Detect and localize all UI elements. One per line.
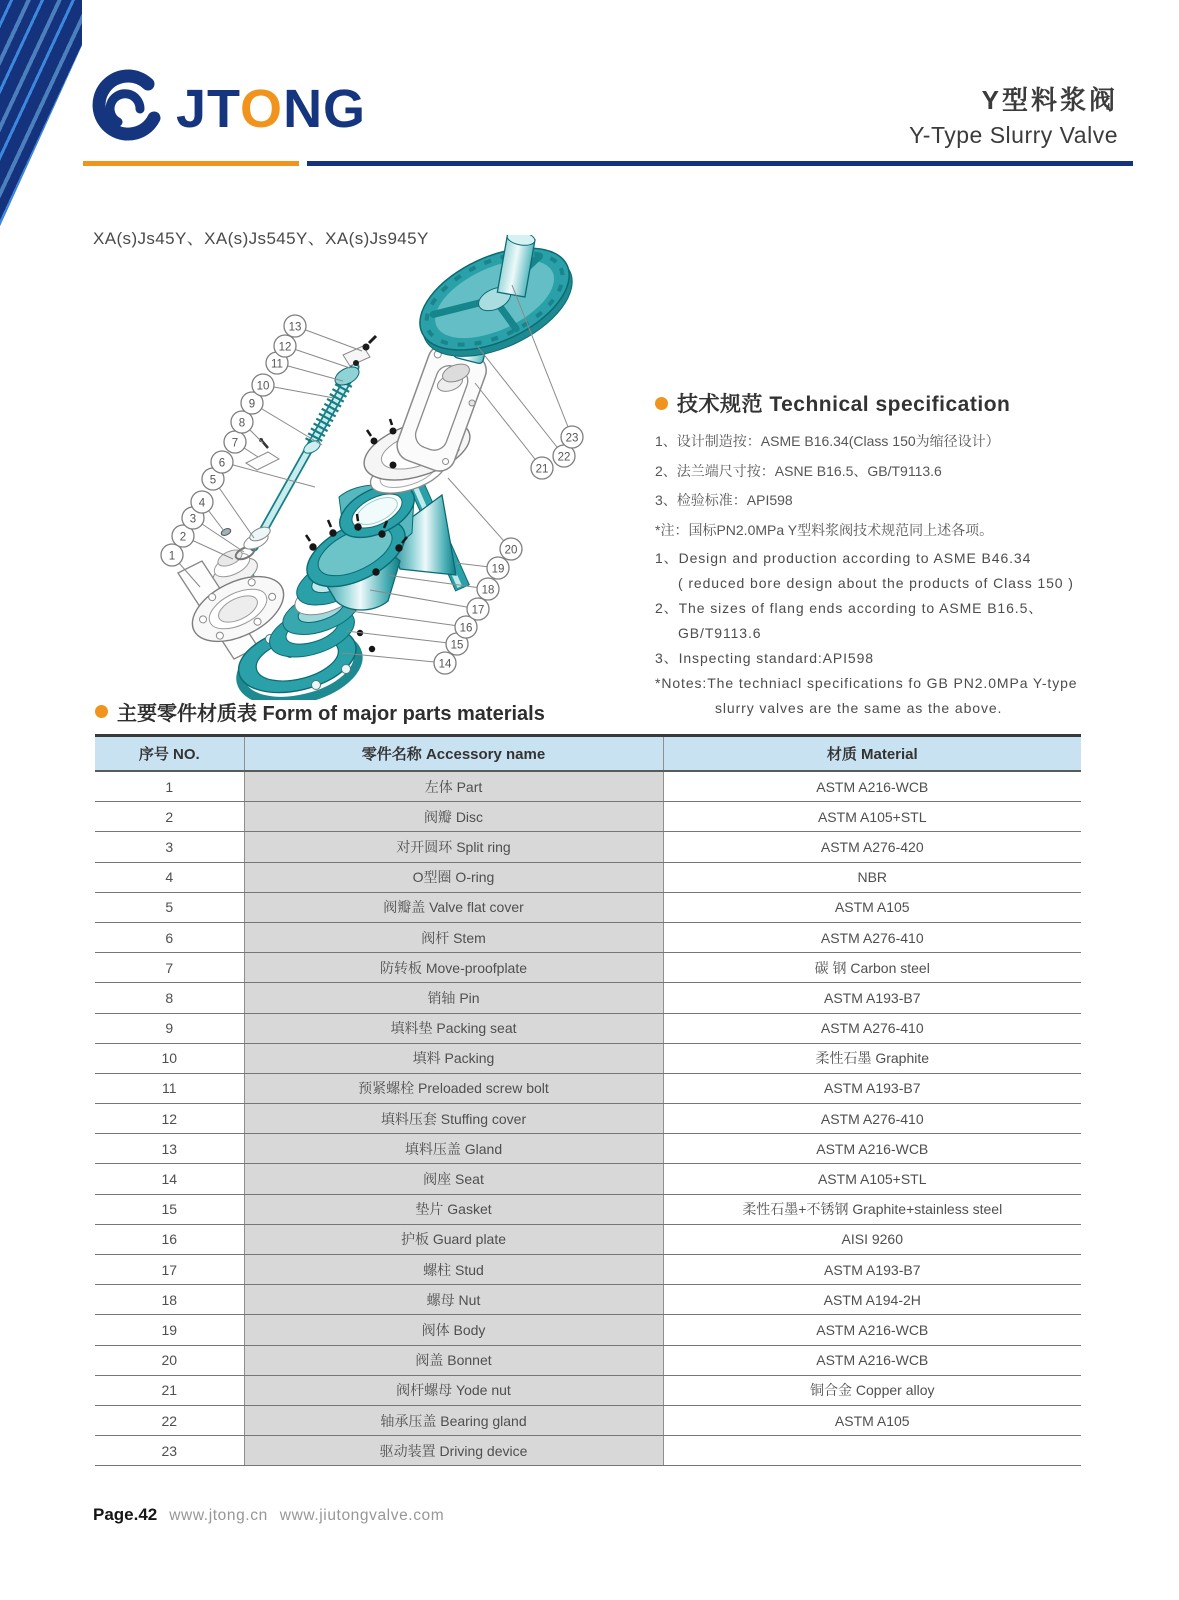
tech-spec-item-en: GB/T9113.6 xyxy=(678,625,762,641)
material-cell: 柔性石墨 Graphite xyxy=(663,1043,1081,1073)
material-cell: ASTM A105+STL xyxy=(663,802,1081,832)
callout-number: 16 xyxy=(459,622,473,635)
part-number-cell: 20 xyxy=(95,1345,244,1375)
tech-spec-item-en: 2、The sizes of flang ends according to ASME B16.5、 xyxy=(655,600,1044,616)
accessory-name-cell: 螺柱 Stud xyxy=(244,1255,663,1285)
website-url-1: www.jtong.cn xyxy=(169,1507,268,1524)
materials-heading xyxy=(95,697,1081,726)
callout-leader-line xyxy=(475,383,542,468)
part-number-cell: 13 xyxy=(95,1134,244,1164)
column-header-material: 材质 Material xyxy=(663,736,1081,772)
valve-diagram-container xyxy=(150,235,620,700)
tech-spec-item-en: ( reduced bore design about the products of Class 150 ) xyxy=(678,575,1074,591)
table-row xyxy=(95,1345,1081,1375)
table-row xyxy=(95,1436,1081,1466)
part-number-cell: 22 xyxy=(95,1405,244,1435)
callout-number: 21 xyxy=(535,463,549,476)
page-title-chinese: Y型料浆阀 xyxy=(981,85,1118,115)
material-cell: ASTM A276-410 xyxy=(663,1013,1081,1043)
tech-spec-english-list xyxy=(655,546,1115,721)
material-cell: ASTM A194-2H xyxy=(663,1285,1081,1315)
callout-leader-line xyxy=(346,631,457,644)
part-number-cell: 4 xyxy=(95,862,244,892)
callout-number: 1 xyxy=(168,550,176,563)
website-url-2: www.jiutongvalve.com xyxy=(279,1507,445,1524)
table-row xyxy=(95,1073,1081,1103)
material-cell: ASTM A105+STL xyxy=(663,1164,1081,1194)
part-number-cell: 14 xyxy=(95,1164,244,1194)
part-number-cell: 17 xyxy=(95,1255,244,1285)
material-cell: ASTM A193-B7 xyxy=(663,1073,1081,1103)
material-cell: ASTM A216-WCB xyxy=(663,1315,1081,1345)
accessory-name-cell: 左体 Part xyxy=(244,771,663,802)
materials-table xyxy=(95,734,1081,1466)
table-row xyxy=(95,802,1081,832)
table-row xyxy=(95,771,1081,802)
callout-number: 4 xyxy=(198,497,206,510)
material-cell: ASTM A193-B7 xyxy=(663,1255,1081,1285)
table-row xyxy=(95,983,1081,1013)
accessory-name-cell: 阀瓣盖 Valve flat cover xyxy=(244,892,663,922)
callout-number: 13 xyxy=(288,321,302,334)
table-row xyxy=(95,1285,1081,1315)
part-number-cell: 2 xyxy=(95,802,244,832)
table-row xyxy=(95,1134,1081,1164)
part-number-cell: 12 xyxy=(95,1104,244,1134)
part-number-cell: 1 xyxy=(95,771,244,802)
accessory-name-cell: 螺母 Nut xyxy=(244,1285,663,1315)
accessory-name-cell: 阀杆螺母 Yode nut xyxy=(244,1375,663,1405)
table-row xyxy=(95,1224,1081,1254)
part-number-cell: 15 xyxy=(95,1194,244,1224)
model-numbers: XA(s)Js45Y、XA(s)Js545Y、XA(s)Js945Y xyxy=(93,229,429,248)
material-cell: NBR xyxy=(663,862,1081,892)
callout-number: 8 xyxy=(238,417,246,430)
callout-number: 20 xyxy=(504,544,518,557)
tech-spec-item-en: slurry valves are the same as the above. xyxy=(715,700,1003,716)
accessory-name-cell: 对开圆环 Split ring xyxy=(244,832,663,862)
material-cell: ASTM A216-WCB xyxy=(663,1345,1081,1375)
materials-heading-text: 主要零件材质表 Form of major parts materials xyxy=(117,703,545,725)
callout-number: 18 xyxy=(481,584,495,597)
accessory-name-cell: 阀盖 Bonnet xyxy=(244,1345,663,1375)
footer xyxy=(93,1505,444,1525)
page-number: Page.42 xyxy=(93,1505,158,1524)
callout-number: 22 xyxy=(557,451,571,464)
part-number-cell: 16 xyxy=(95,1224,244,1254)
orange-bullet-icon xyxy=(655,397,668,410)
materials-table-section xyxy=(95,697,1081,1466)
material-cell: ASTM A105 xyxy=(663,1405,1081,1435)
tech-spec-section xyxy=(655,388,1115,721)
part-number-cell: 10 xyxy=(95,1043,244,1073)
accessory-name-cell: 护板 Guard plate xyxy=(244,1224,663,1254)
tech-spec-item-en: 1、Design and production according to ASME B46.34 xyxy=(655,550,1032,566)
callout-number: 9 xyxy=(248,398,256,411)
table-row xyxy=(95,1405,1081,1435)
table-row xyxy=(95,922,1081,952)
table-row xyxy=(95,892,1081,922)
accessory-name-cell: 预紧螺栓 Preloaded screw bolt xyxy=(244,1073,663,1103)
table-row xyxy=(95,1104,1081,1134)
part-number-cell: 9 xyxy=(95,1013,244,1043)
callout-leader-line xyxy=(478,347,564,456)
tech-spec-item-cn: 2、法兰端尺寸按：ASNE B16.5、GB/T9113.6 xyxy=(655,462,942,479)
accessory-name-cell: 驱动装置 Driving device xyxy=(244,1436,663,1466)
accessory-name-cell: 填料压盖 Gland xyxy=(244,1134,663,1164)
part-number-cell: 6 xyxy=(95,922,244,952)
callout-number: 15 xyxy=(450,639,464,652)
callout-leader-line xyxy=(386,575,488,589)
material-cell: 碳 钢 Carbon steel xyxy=(663,953,1081,983)
header-rule-orange xyxy=(83,161,299,166)
part-number-cell: 5 xyxy=(95,892,244,922)
table-row xyxy=(95,1013,1081,1043)
table-row xyxy=(95,1315,1081,1345)
table-row xyxy=(95,832,1081,862)
tech-spec-item-cn: 1、设计制造按：ASME B16.34(Class 150为缩径设计） xyxy=(655,433,1000,449)
valve-exploded-diagram xyxy=(150,235,620,700)
tech-spec-item-en: *Notes:The techniacl specifications fo GB PN2.0MPa Y-type xyxy=(655,675,1078,691)
callout-number: 11 xyxy=(271,358,283,371)
material-cell: ASTM A105 xyxy=(663,892,1081,922)
tech-spec-chinese-list xyxy=(655,427,1115,545)
accessory-name-cell: 销轴 Pin xyxy=(244,983,663,1013)
logo-swirl-icon xyxy=(88,68,168,150)
corner-stripe-decoration xyxy=(0,0,82,226)
table-row xyxy=(95,1375,1081,1405)
accessory-name-cell: 防转板 Move-proofplate xyxy=(244,953,663,983)
callout-number: 3 xyxy=(189,513,197,526)
accessory-name-cell: 轴承压盖 Bearing gland xyxy=(244,1405,663,1435)
part-number-cell: 3 xyxy=(95,832,244,862)
material-cell: ASTM A193-B7 xyxy=(663,983,1081,1013)
callout-leader-line xyxy=(350,611,466,627)
table-row xyxy=(95,1043,1081,1073)
part-number-cell: 8 xyxy=(95,983,244,1013)
callout-number: 6 xyxy=(218,457,226,470)
accessory-name-cell: 阀座 Seat xyxy=(244,1164,663,1194)
accessory-name-cell: 阀瓣 Disc xyxy=(244,802,663,832)
table-row xyxy=(95,1164,1081,1194)
tech-spec-item-cn: *注：国标PN2.0MPa Y型料浆阀技术规范同上述各项。 xyxy=(655,521,994,538)
callout-number: 12 xyxy=(278,341,292,354)
accessory-name-cell: O型圈 O-ring xyxy=(244,862,663,892)
page-title xyxy=(909,80,1118,149)
column-header-accessory-name: 零件名称 Accessory name xyxy=(244,736,663,772)
accessory-name-cell: 填料 Packing xyxy=(244,1043,663,1073)
table-row xyxy=(95,953,1081,983)
logo xyxy=(88,68,366,150)
table-row xyxy=(95,1255,1081,1285)
accessory-name-cell: 垫片 Gasket xyxy=(244,1194,663,1224)
table-header-row xyxy=(95,736,1081,772)
accessory-name-cell: 填料垫 Packing seat xyxy=(244,1013,663,1043)
callout-leader-line xyxy=(448,478,511,549)
tech-spec-heading-text: 技术规范 Technical specification xyxy=(677,393,1011,416)
part-number-cell: 23 xyxy=(95,1436,244,1466)
callout-number: 7 xyxy=(231,437,239,450)
material-cell: ASTM A276-410 xyxy=(663,922,1081,952)
part-number-cell: 7 xyxy=(95,953,244,983)
callout-number: 23 xyxy=(565,432,579,445)
callout-number: 17 xyxy=(471,604,485,617)
part-number-cell: 19 xyxy=(95,1315,244,1345)
page-title-english: Y-Type Slurry Valve xyxy=(909,122,1118,148)
callout-number: 19 xyxy=(491,563,505,576)
callout-number: 5 xyxy=(209,474,217,487)
callout-number: 2 xyxy=(179,531,187,544)
material-cell: ASTM A276-420 xyxy=(663,832,1081,862)
callout-number: 10 xyxy=(256,380,270,393)
material-cell: ASTM A276-410 xyxy=(663,1104,1081,1134)
part-number-cell: 21 xyxy=(95,1375,244,1405)
material-cell: 铜合金 Copper alloy xyxy=(663,1375,1081,1405)
table-row xyxy=(95,862,1081,892)
accessory-name-cell: 填料压套 Stuffing cover xyxy=(244,1104,663,1134)
logo-wordmark: JTONG xyxy=(176,79,367,139)
tech-spec-item-en: 3、Inspecting standard:API598 xyxy=(655,650,874,666)
orange-bullet-icon xyxy=(95,705,108,718)
material-cell: ASTM A216-WCB xyxy=(663,771,1081,802)
accessory-name-cell: 阀体 Body xyxy=(244,1315,663,1345)
material-cell: ASTM A216-WCB xyxy=(663,1134,1081,1164)
tech-spec-heading xyxy=(655,388,1115,418)
accessory-name-cell: 阀杆 Stem xyxy=(244,922,663,952)
header-rule-navy xyxy=(307,161,1133,166)
column-header-no: 序号 NO. xyxy=(95,736,244,772)
material-cell: 柔性石墨+不锈钢 Graphite+stainless steel xyxy=(663,1194,1081,1224)
part-number-cell: 11 xyxy=(95,1073,244,1103)
callout-number: 14 xyxy=(438,658,452,671)
material-cell xyxy=(663,1436,1081,1466)
tech-spec-item-cn: 3、检验标准：API598 xyxy=(655,492,793,508)
table-row xyxy=(95,1194,1081,1224)
material-cell: AISI 9260 xyxy=(663,1224,1081,1254)
part-number-cell: 18 xyxy=(95,1285,244,1315)
